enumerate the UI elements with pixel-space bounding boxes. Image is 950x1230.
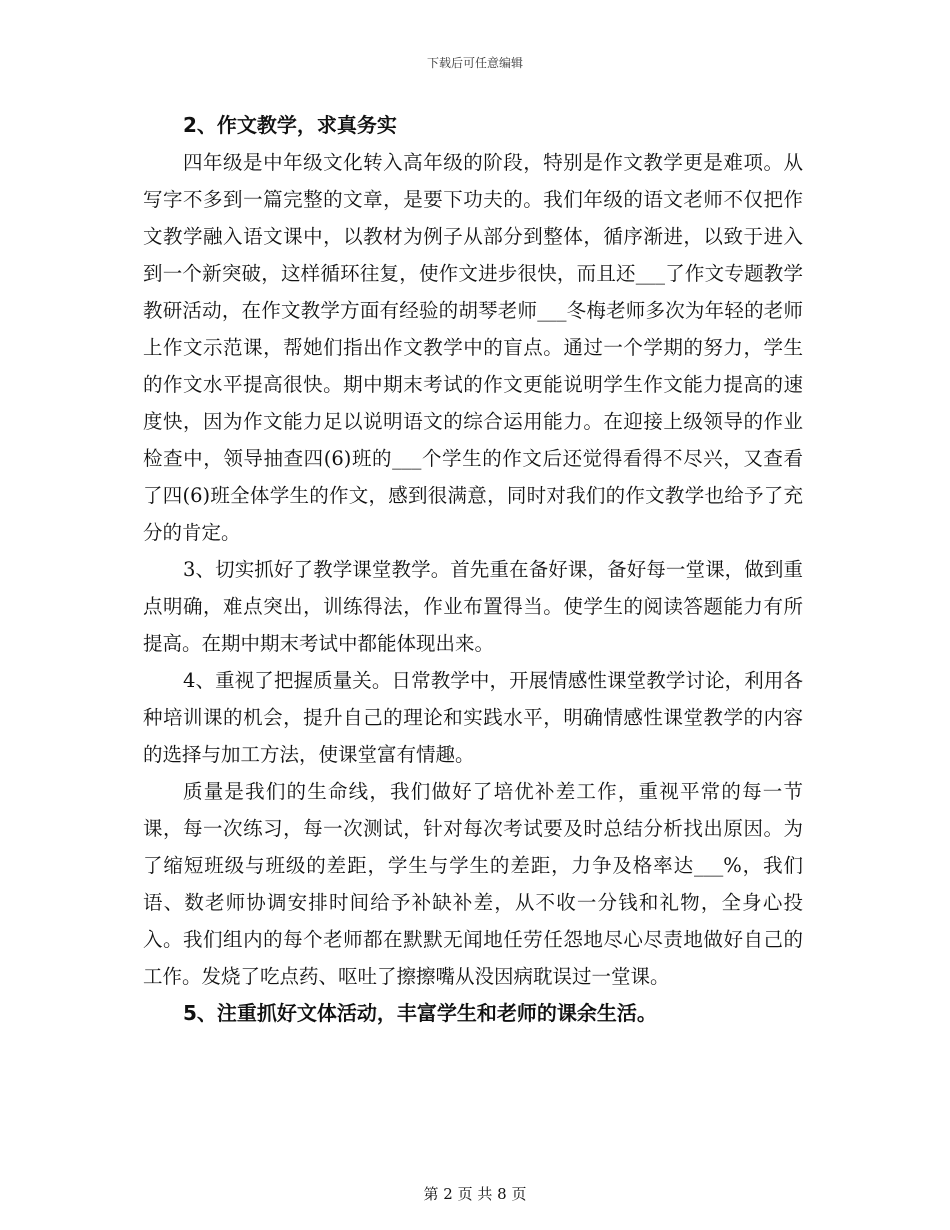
page-number: 第 2 页 共 8 页 (423, 1185, 527, 1203)
section-heading-2: 2、作文教学，求真务实 (183, 113, 397, 137)
paragraph-quality-control: 4、重视了把握质量关。日常教学中，开展情感性课堂教学讨论，利用各种培训课的机会，提升自己的理论和实践水平，明确情感性课堂教学的内容的选择与加工方法，使课堂富有情趣。 (143, 669, 803, 766)
document-body (143, 107, 803, 1032)
paragraph-quality-lifeline: 质量是我们的生命线，我们做好了培优补差工作，重视平常的每一节课，每一次练习，每一次测试，针对每次考试要及时总结分析找出原因。为了缩短班级与班级的差距，学生与学生的差距，力争及格率达___%，我们语、数老师协调安排时间给予补缺补差，从不收一分钱和礼物，全身心投入。我们组内的每个老师都在默默无闻地任劳任怨地尽心尽责地做好自己的工作。发烧了吃点药、呕吐了擦擦嘴从没因病耽误过一堂课。 (143, 780, 803, 988)
paragraph-classroom-teaching: 3、切实抓好了教学课堂教学。首先重在备好课，备好每一堂课，做到重点明确，难点突出，训练得法，作业布置得当。使学生的阅读答题能力有所提高。在期中期末考试中都能体现出来。 (143, 558, 803, 655)
section-heading-5: 5、注重抓好文体活动，丰富学生和老师的课余生活。 (183, 1001, 657, 1025)
paragraph-writing-teaching: 四年级是中年级文化转入高年级的阶段，特别是作文教学更是难项。从写字不多到一篇完整的文章，是要下功夫的。我们年级的语文老师不仅把作文教学融入语文课中，以教材为例子从部分到整体，循序渐进，以致于进入到一个新突破，这样循环往复，使作文进步很快，而且还___了作文专题教学教研活动，在作文教学方面有经验的胡琴老师___冬梅老师多次为年轻的老师上作文示范课，帮她们指出作文教学中的盲点。通过一个学期的努力，学生的作文水平提高很快。期中期末考试的作文更能说明学生作文能力提高的速度快，因为作文能力足以说明语文的综合运用能力。在迎接上级领导的作业检查中，领导抽查四(6)班的___个学生的作文后还觉得看得不尽兴，又查看了四(6)班全体学生的作文，感到很满意，同时对我们的作文教学也给予了充分的肯定。 (143, 151, 803, 544)
page-header-note: 下载后可任意编辑 (426, 56, 523, 70)
